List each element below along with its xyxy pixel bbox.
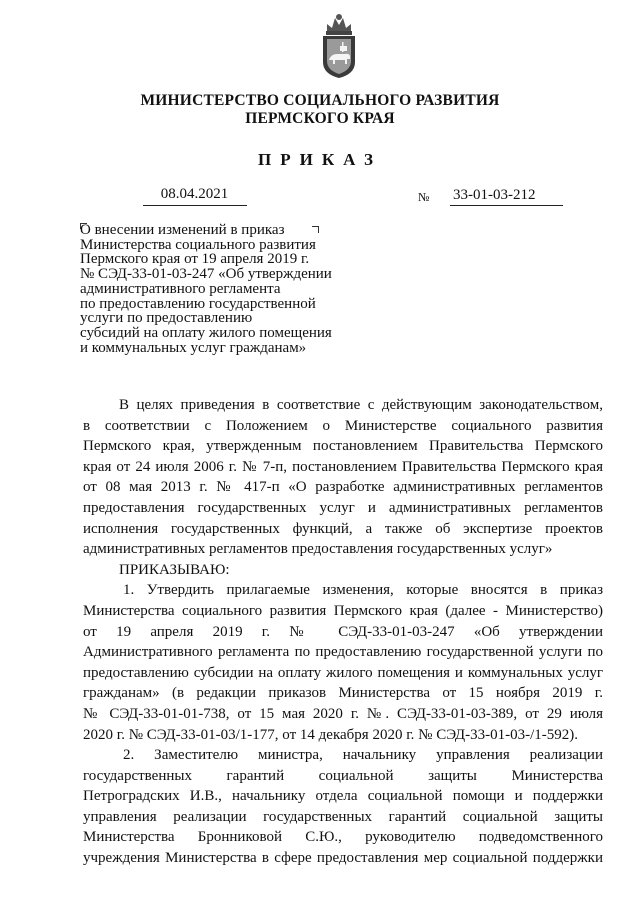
subject-line: субсидий на оплату жилого помещения <box>80 324 332 341</box>
body-line: в соответствии с Положением о Министерстве социального развития <box>83 417 603 434</box>
body-line: от 08 мая 2013 г. № 417-п «О разработке административных регламентов <box>83 479 603 496</box>
order-subject <box>80 223 360 355</box>
body-line: Министерства Бронниковой С.Ю., руководителю подведомственного <box>83 829 603 846</box>
subject-line: Пермского края от 19 апреля 2019 г. <box>80 251 310 268</box>
subject-line: О внесении изменений в приказ <box>80 222 285 238</box>
subject-line: административного регламента <box>80 280 281 297</box>
body-line: от 19 апреля 2019 г. № СЭД-33-01-03-247 «Об утверждении <box>83 623 603 640</box>
number-sign: № <box>418 190 430 204</box>
body-line: 2020 г. № СЭД-33-01-03/1-177, от 14 декабря 2020 г. № СЭД-33-01-03-/1-592). <box>83 726 578 743</box>
subject-line: услуги по предоставлению <box>80 310 253 327</box>
body-line: Пермского края, утвержденным постановлением Правительства Пермского <box>83 438 603 455</box>
subject-line: Министерства социального развития <box>80 236 316 253</box>
body-line: 1. Утвердить прилагаемые изменения, которые вносятся в приказ <box>123 582 603 599</box>
ministry-name-line-1: МИНИСТЕРСТВО СОЦИАЛЬНОГО РАЗВИТИЯ <box>140 92 500 109</box>
orders-keyword: ПРИКАЗЫВАЮ: <box>119 561 230 578</box>
perm-krai-coat-of-arms-icon <box>318 12 360 80</box>
body-line: № СЭД-33-01-01-738, от 15 мая 2020 г. №. СЭД-33-01-03-389, от 29 июля <box>83 705 603 722</box>
body-line: Петроградских И.В., начальнику отдела социальной помощи и поддержки <box>83 788 603 805</box>
body-line: предоставлению субсидии на оплату жилого помещения и коммунальных услуг <box>83 664 603 681</box>
body-line: исполнения государственных функций, а также об экспертизе проектов <box>83 520 603 537</box>
body-line: В целях приведения в соответствие с действующим законодательством, <box>119 397 603 413</box>
body-line: учреждения Министерства в сфере предоставления мер социальной поддержки <box>83 850 603 867</box>
body-line: 2. Заместителю министра, начальнику управления реализации <box>123 747 603 764</box>
subject-line: № СЭД-33-01-03-247 «Об утверждении <box>80 266 332 283</box>
body-line: государственных гарантий социальной защиты Министерства <box>83 767 603 784</box>
subject-line: и коммунальных услуг гражданам» <box>80 339 307 356</box>
date-underline <box>143 205 247 206</box>
number-underline <box>450 205 563 206</box>
body-line: административных регламентов предоставления государственных услуг» <box>83 541 553 558</box>
order-number: 33-01-03-212 <box>453 187 536 203</box>
ministry-name-line-2: ПЕРМСКОГО КРАЯ <box>245 110 395 127</box>
body-line: края от 24 июля 2006 г. № 7-п, постановлением Правительства Пермского края <box>83 458 603 475</box>
body-line: гражданам» (в редакции приказов Министерства от 15 ноября 2019 г. <box>83 685 603 702</box>
body-line: управления реализации государственных гарантий социальной защиты <box>83 808 603 825</box>
order-date: 08.04.2021 <box>160 186 229 202</box>
body-line: Административного регламента по предоставлению государственной услуги по <box>83 644 603 661</box>
order-body-text <box>83 395 603 869</box>
body-line: предоставления государственных услуг и административных регламентов <box>83 499 603 516</box>
subject-line: по предоставлению государственной <box>80 295 316 312</box>
body-line: Министерства социального развития Пермского края (далее - Министерство) <box>83 602 603 619</box>
document-type-title: ПРИКАЗ <box>258 150 382 169</box>
